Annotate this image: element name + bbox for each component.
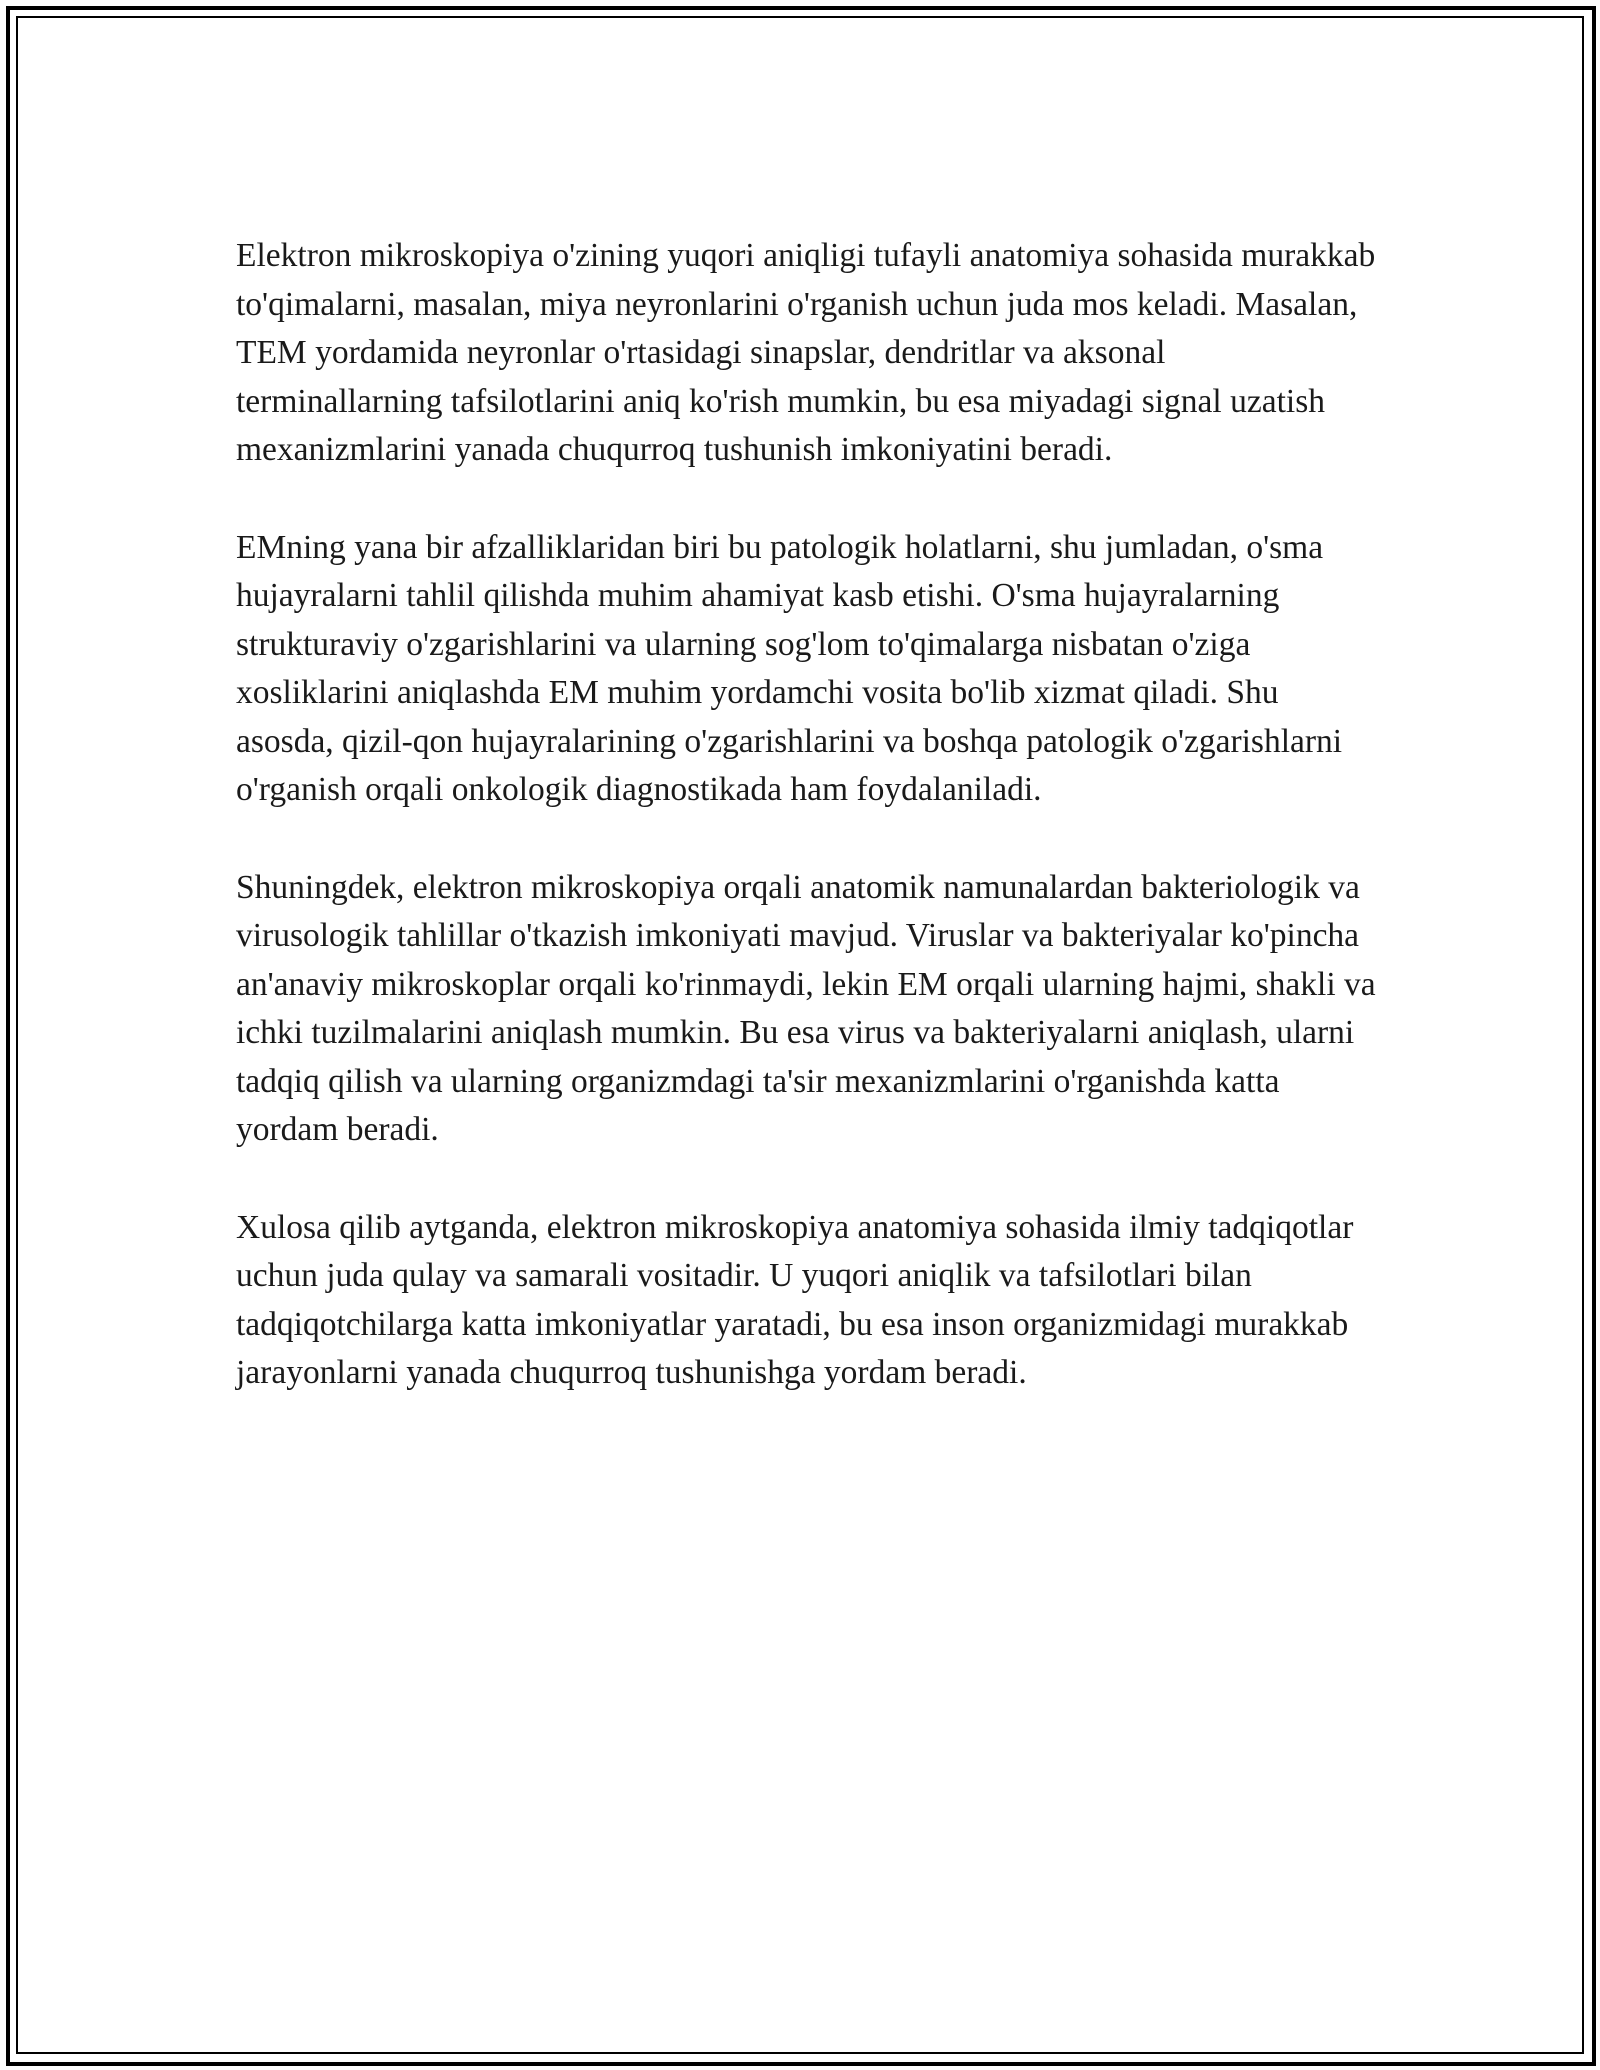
document-body bbox=[236, 232, 1376, 1447]
paragraph-1: Elektron mikroskopiya o'zining yuqori aniqligi tufayli anatomiya sohasida murakkab to'qimalarni, masalan, miya neyronlarini o'rganish uchun juda mos keladi. Masalan, TEM yordamida neyronlar o'rtasidagi sinapslar, dendritlar va aksonal terminallarning tafsilotlarini aniq ko'rish mumkin, bu esa miyadagi signal uzatish mexanizmlarini yanada chuqurroq tushunish imkoniyatini beradi. bbox=[236, 237, 1376, 468]
paragraph-2: EMning yana bir afzalliklaridan biri bu patologik holatlarni, shu jumladan, o'sma hujayralarni tahlil qilishda muhim ahamiyat kasb etishi. O'sma hujayralarning strukturaviy o'zgarishlarini va ularning sog'lom to'qimalarga nisbatan o'ziga xosliklarini aniqlashda EM muhim yordamchi vosita bo'lib xizmat qiladi. Shu asosda, qizil-qon hujayralarining o'zgarishlarini va boshqa patologik o'zgarishlarni o'rganish orqali onkologik diagnostikada ham foydalaniladi. bbox=[236, 528, 1343, 808]
paragraph-4: Xulosa qilib aytganda, elektron mikroskopiya anatomiya sohasida ilmiy tadqiqotlar uchun juda qulay va samarali vositadir. U yuqori aniqlik va tafsilotlari bilan tadqiqotchilarga katta imkoniyatlar yaratadi, bu esa inson organizmidagi murakkab jarayonlarni yanada chuqurroq tushunishga yordam beradi. bbox=[236, 1208, 1354, 1391]
paragraph-3: Shuningdek, elektron mikroskopiya orqali anatomik namunalardan bakteriologik va virusologik tahlillar o'tkazish imkoniyati mavjud. Viruslar va bakteriyalar ko'pincha an'anaviy mikroskoplar orqali ko'rinmaydi, lekin EM orqali ularning hajmi, shakli va ichki tuzilmalarini aniqlash mumkin. Bu esa virus va bakteriyalarni aniqlash, ularni tadqiq qilish va ularning organizmdagi ta'sir mexanizmlarini o'rganishda katta yordam beradi. bbox=[236, 868, 1376, 1148]
